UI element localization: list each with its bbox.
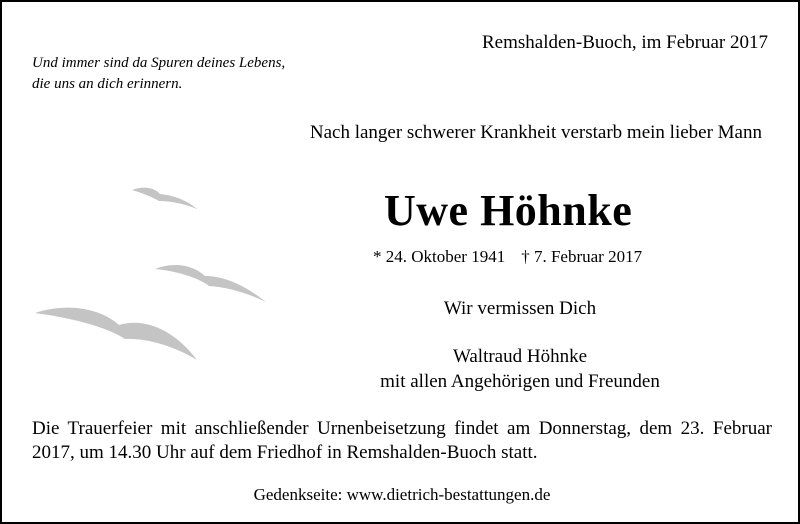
signer-line-1: Waltraud Höhnke [452,346,588,367]
bird-icon [132,188,197,209]
quote-line-1: Und immer sind da Spuren deines Lebens, [32,55,286,71]
birds-illustration [27,182,277,367]
life-dates [373,247,642,267]
signer-line-2: mit allen Angehörigen und Freunden [380,371,660,392]
bird-icon [155,265,266,302]
signers [342,344,698,394]
memorial-quote [32,53,285,95]
birth-date: * 24. Oktober 1941 [373,247,506,266]
intro-text: Nach langer schwerer Krankheit verstarb mein lieber Mann [309,122,762,143]
service-notice: Die Trauerfeier mit anschließender Urnenbeisetzung findet am Donnerstag, dem 23. Februar 2017, um 14.30 Uhr auf dem Friedhof in Remshalden-Buoch statt. [32,418,772,463]
place-date: Remshalden-Buoch, im Februar 2017 [481,32,768,53]
deceased-name: Uwe Höhnke [384,186,633,235]
message: Wir vermissen Dich [443,298,597,319]
memorial-website: Gedenkseite: www.dietrich-bestattungen.de [253,485,551,504]
bird-icon [35,308,197,360]
quote-line-2: die uns an dich erinnern. [32,76,183,92]
death-date: † 7. Februar 2017 [521,247,643,266]
